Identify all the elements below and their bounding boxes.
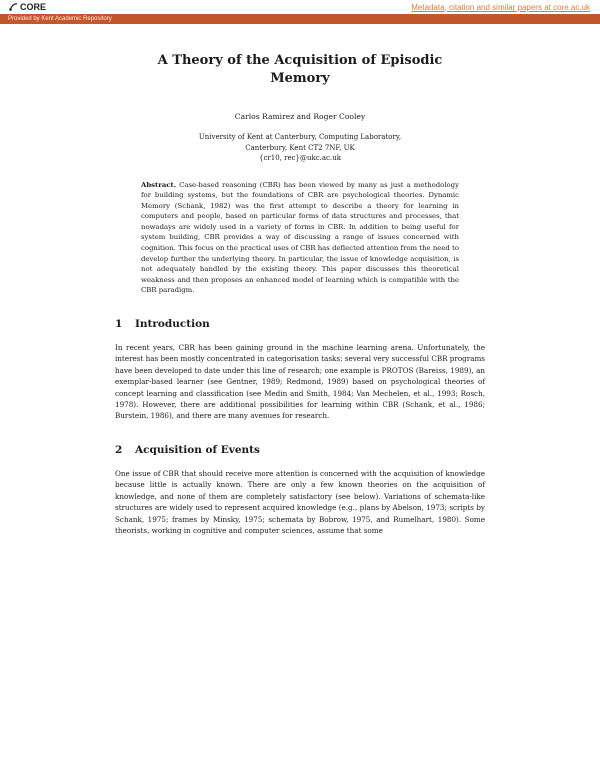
section-number: 2 — [115, 443, 123, 456]
affiliation-line: Canterbury, Kent CT2 7NF, UK — [245, 143, 355, 152]
core-banner — [0, 0, 600, 14]
affiliation-line: University of Kent at Canterbury, Computing Laboratory, — [198, 133, 402, 141]
paper-affiliation — [115, 132, 485, 164]
affiliation-email: {cr10, rec}@ukc.ac.uk — [259, 154, 341, 162]
introduction-paragraph: In recent years, CBR has been gaining ground in the machine learning arena. Unfortunately, the interest has been mostly concentrated in categorisation tasks; several very successful CBR programs have been developed to date under this line of research; one example is PROTOS (Bareiss, 1989), an exemplar-based learner (see Gentner, 1989; Redmond, 1989) based on psychological theories of concept learning and classification (see Medin and Smith, 1984; Van Mechelen, et al., 1993; Rosch, 1978). However, there are additional possibilities for learning within CBR (Schank, et al., 1986; Burstein, 1986), and there are many avenues for research. — [115, 343, 485, 421]
core-logo[interactable] — [8, 2, 46, 12]
paper-title: A Theory of the Acquisition of Episodic Memory — [157, 53, 443, 86]
core-logo-text: CORE — [20, 2, 47, 12]
abstract — [141, 180, 459, 297]
section-title: Acquisition of Events — [135, 443, 260, 456]
provided-by-text: Provided by Kent Academic Repository — [8, 16, 112, 22]
core-logo-icon — [8, 2, 18, 12]
acquisition-paragraph: One issue of CBR that should receive more attention is concerned with the acquisition of knowledge because little is actually known. There are only a few known theories on the acquisition of knowledge, and none of them are completely satisfactory (see below). Variations of schemata-like structures are widely used to represent acquired knowledge (e.g., plans by Abelson, 1973; scripts by Schank, 1975; frames by Minsky, 1975; schemata by Bobrow, 1975, and Rumelhart, 1980). Some theorists, working in cognitive and computer sciences, assume that some — [115, 468, 485, 535]
paper-authors: Carlos Ramirez and Roger Cooley — [234, 112, 366, 121]
section-title: Introduction — [135, 318, 210, 331]
paper-page — [115, 48, 485, 536]
section-heading-acquisition — [115, 444, 485, 456]
provided-by-bar — [0, 14, 600, 24]
section-number: 1 — [115, 318, 123, 331]
abstract-label: Abstract. — [141, 180, 177, 189]
section-heading-introduction — [115, 318, 485, 330]
abstract-text: Case-based reasoning (CBR) has been viewed by many as just a methodology for building systems, but the foundations of CBR are psychological theories. Dynamic Memory (Schank, 1982) was the first attempt to describe a theory for learning in computers and people, based on particular forms of data structures and processes, that nowadays are widely used in a variety of forms in CBR. In addition to being useful for system building, CBR provides a way of discussing a range of issues concerned with cognition. This focus on the practical uses of CBR has deflected attention from the need to develop further the underlying theory. In particular, the issue of knowledge acquisition, is not adequately handled by the existing theory. This paper discusses this theoretical weakness and then proposes an enhanced model of learning which is compatible with the CBR paradigm. — [141, 180, 459, 295]
core-metadata-link[interactable]: Metadata, citation and similar papers at core.ac.uk — [411, 2, 590, 12]
